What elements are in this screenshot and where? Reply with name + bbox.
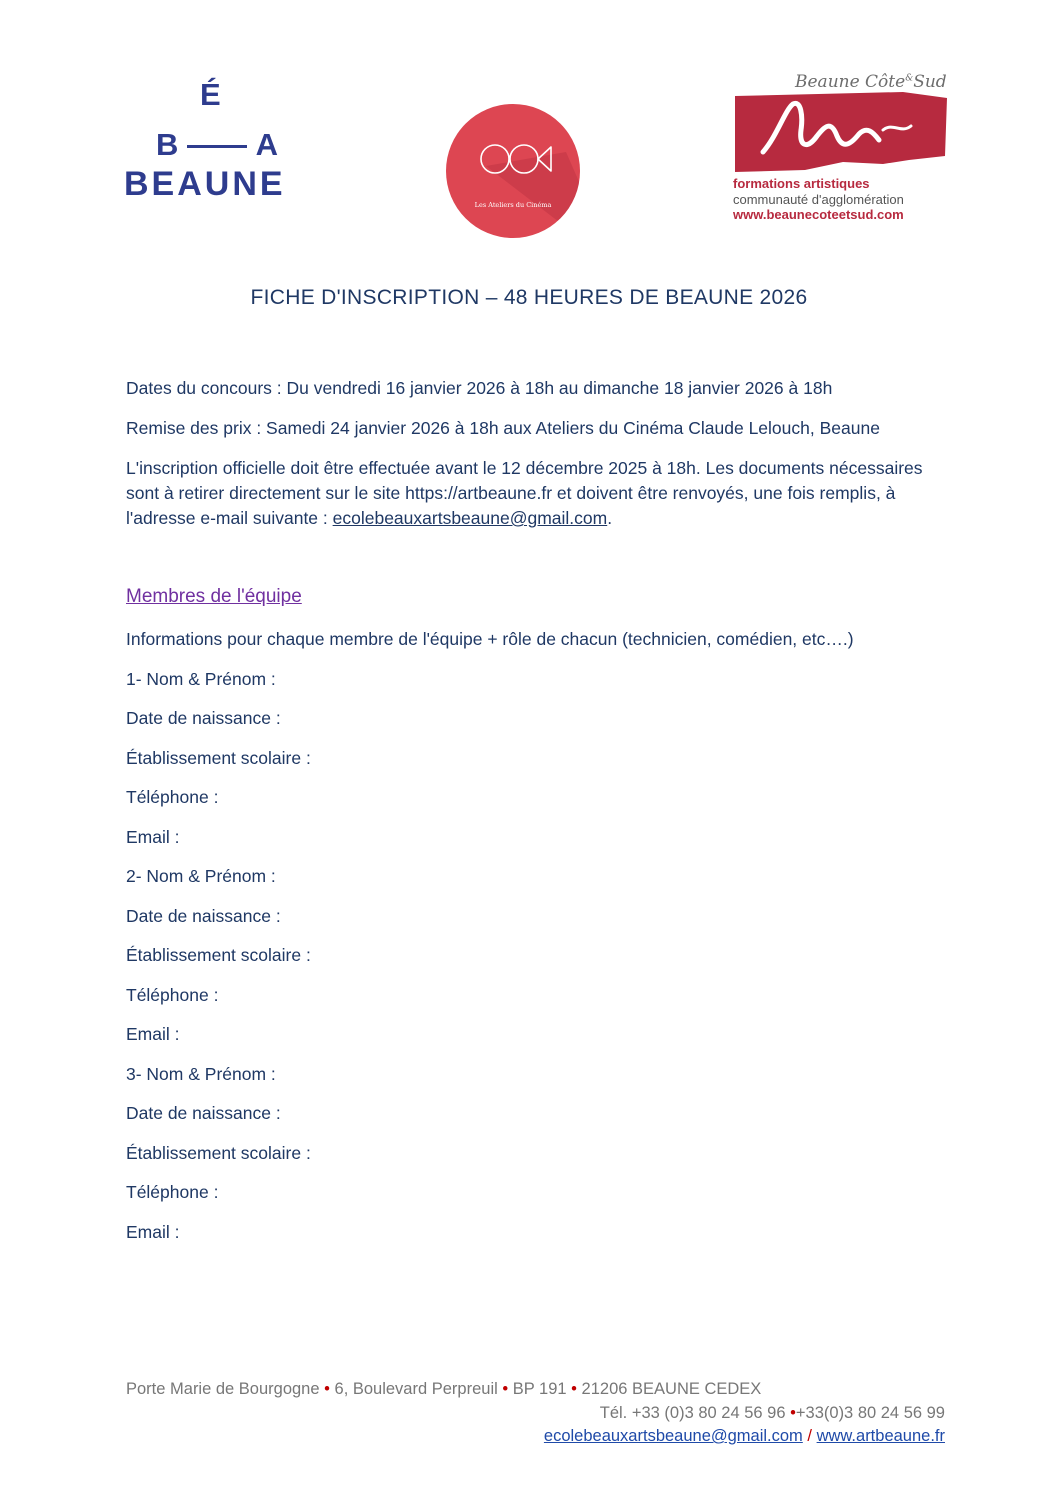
beaune-cote-sud-logo <box>733 70 947 222</box>
form-field-label: Email : <box>126 1024 180 1044</box>
footer-separator: / <box>807 1427 812 1445</box>
form-field-label: 3- Nom & Prénom : <box>126 1064 276 1084</box>
bullet-icon: • <box>571 1380 577 1398</box>
eba-beaune-logo <box>124 78 306 202</box>
form-field-label: Date de naissance : <box>126 1103 281 1123</box>
footer-address: Porte Marie de Bourgogne • 6, Boulevard Perpreuil • BP 191 • 21206 BEAUNE CEDEX <box>126 1380 762 1398</box>
form-field-label: Email : <box>126 827 180 847</box>
bullet-icon: • <box>790 1404 796 1422</box>
contact-email-link[interactable]: ecolebeauxartsbeaune@gmail.com <box>332 508 608 528</box>
team-instructions: Informations pour chaque membre de l'équipe + rôle de chacun (technicien, comédien, etc….) <box>126 629 854 649</box>
bcs-formations-label: formations artistiques <box>733 176 870 191</box>
cinema-logo-caption: Les Ateliers du Cinéma <box>474 201 552 209</box>
form-field-label: Date de naissance : <box>126 906 281 926</box>
bullet-icon: • <box>502 1380 509 1398</box>
logo-b-letter: B <box>156 127 179 162</box>
bcs-tagline: Beaune Côte&Sud <box>795 72 947 92</box>
prize-ceremony: Remise des prix : Samedi 24 janvier 2026 à 18h aux Ateliers du Cinéma Claude Lelouch, Beaune <box>126 418 880 438</box>
bullet-icon: • <box>324 1380 330 1398</box>
footer-phone: Tél. +33 (0)3 80 24 56 96 •+33(0)3 80 24 56 99 <box>599 1404 945 1422</box>
form-field-label: Établissement scolaire : <box>126 748 311 768</box>
cinema-camera-icon <box>446 104 580 238</box>
page-title: FICHE D'INSCRIPTION – 48 HEURES DE BEAUNE 2026 <box>250 286 808 309</box>
form-field-label: Téléphone : <box>126 1182 219 1202</box>
registration-paragraph: L'inscription officielle doit être effectuée avant le 12 décembre 2025 à 18h. Les documents nécessaires sont à retirer directement sur le site https://artbeaune.fr et doivent être renvoyés, une fois remplis, à l'adresse e-mail suivante : ecolebeauxartsbeaune@gmail.com. <box>126 458 923 528</box>
form-field-label: Email : <box>126 1222 180 1242</box>
form-field-label: 1- Nom & Prénom : <box>126 669 276 689</box>
footer-website-link[interactable]: www.artbeaune.fr <box>816 1427 945 1445</box>
form-field-label: Établissement scolaire : <box>126 945 311 965</box>
footer-links <box>544 1425 945 1447</box>
bcs-brush-icon <box>733 90 947 172</box>
logo-a-letter: A <box>255 127 278 162</box>
bcs-website-label: www.beaunecoteetsud.com <box>733 207 904 222</box>
logo-dash <box>187 145 247 148</box>
logo-e-letter: É <box>200 77 221 112</box>
form-field-label: Téléphone : <box>126 985 219 1005</box>
team-section-heading: Membres de l'équipe <box>126 586 302 607</box>
form-field-label: 2- Nom & Prénom : <box>126 866 276 886</box>
form-field-label: Date de naissance : <box>126 708 281 728</box>
form-field-label: Téléphone : <box>126 787 219 807</box>
ateliers-cinema-logo <box>446 104 580 238</box>
registration-text: L'inscription officielle doit être effectuée avant le 12 décembre 2025 à 18h. Les documents nécessaires sont à retirer directement sur le site https://artbeaune.fr et doivent être renvoyés, une fois remplis, à l'adresse e-mail suivante : <box>126 458 923 528</box>
form-field-label: Établissement scolaire : <box>126 1143 311 1163</box>
logo-beaune-word: BEAUNE <box>124 165 286 203</box>
footer-email-link[interactable]: ecolebeauxartsbeaune@gmail.com <box>543 1427 803 1445</box>
contest-dates: Dates du concours : Du vendredi 16 janvier 2026 à 18h au dimanche 18 janvier 2026 à 18h <box>126 378 833 398</box>
bcs-community-label: communauté d'agglomération <box>733 192 904 207</box>
